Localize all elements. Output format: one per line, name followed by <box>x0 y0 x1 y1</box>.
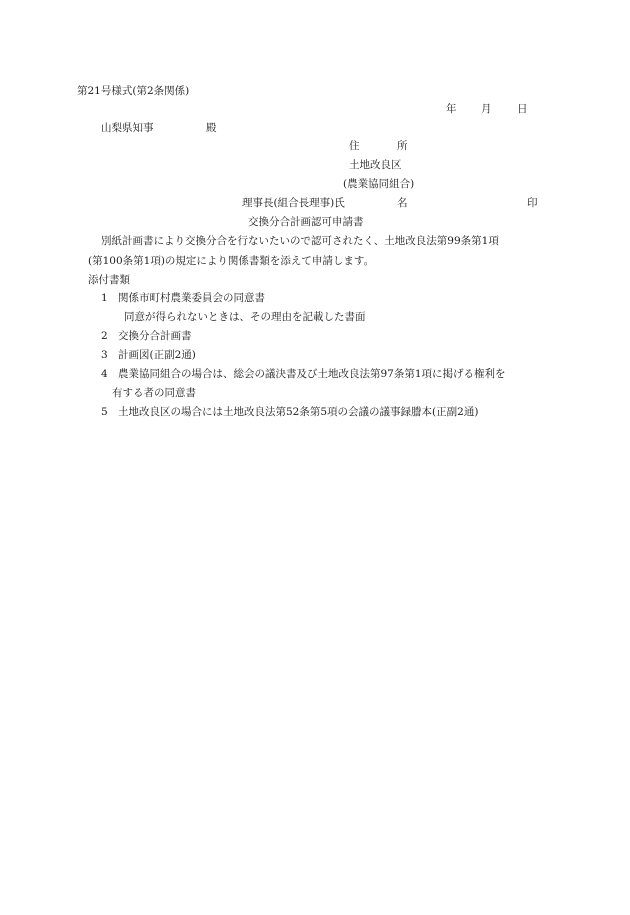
form-number: 第21号様式(第2条関係) <box>77 85 190 97</box>
item-number: 5 <box>101 406 108 418</box>
item-text: 計画図(正副2通) <box>118 349 196 361</box>
date-month: 月 <box>481 103 492 115</box>
addressee: 山梨県知事 <box>101 122 154 134</box>
item-number: 4 <box>101 368 108 380</box>
body-line-2: (第100条第1項)の規定により関係書類を添えて申請します。 <box>88 255 375 267</box>
item-number: 1 <box>101 292 108 304</box>
item-subtext: 同意が得られないときは、その理由を記載した書面 <box>124 311 366 323</box>
item-text: 土地改良区の場合には土地改良法第52条第5項の会議の議事録謄本(正副2通) <box>118 406 479 418</box>
address-label-2: 所 <box>397 140 408 152</box>
item-continuation: 有する者の同意書 <box>112 387 196 399</box>
item-text: 関係市町村農業委員会の同意書 <box>118 292 265 304</box>
body-line-1: 別紙計画書により交換分合を行ないたいので認可されたく、土地改良法第99条第1項 <box>101 235 499 247</box>
item-number: 2 <box>101 330 108 342</box>
date-day: 日 <box>517 103 528 115</box>
address-label-1: 住 <box>349 140 360 152</box>
document-title: 交換分合計画認可申請書 <box>248 216 364 228</box>
honorific: 殿 <box>206 122 217 134</box>
org-land-improvement: 土地改良区 <box>349 159 402 171</box>
item-text: 交換分合計画書 <box>118 330 192 342</box>
org-agri-cooperative: (農業協同組合) <box>343 178 415 190</box>
date-year: 年 <box>446 103 457 115</box>
seal-mark: 印 <box>527 197 538 209</box>
attachments-heading: 添付書類 <box>88 274 130 286</box>
name-label: 名 <box>397 197 408 209</box>
item-number: 3 <box>101 349 108 361</box>
representative-label: 理事長(組合長理事)氏 <box>242 197 345 209</box>
item-text: 農業協同組合の場合は、総会の議決書及び土地改良法第97条第1項に掲げる権利を <box>118 368 506 380</box>
